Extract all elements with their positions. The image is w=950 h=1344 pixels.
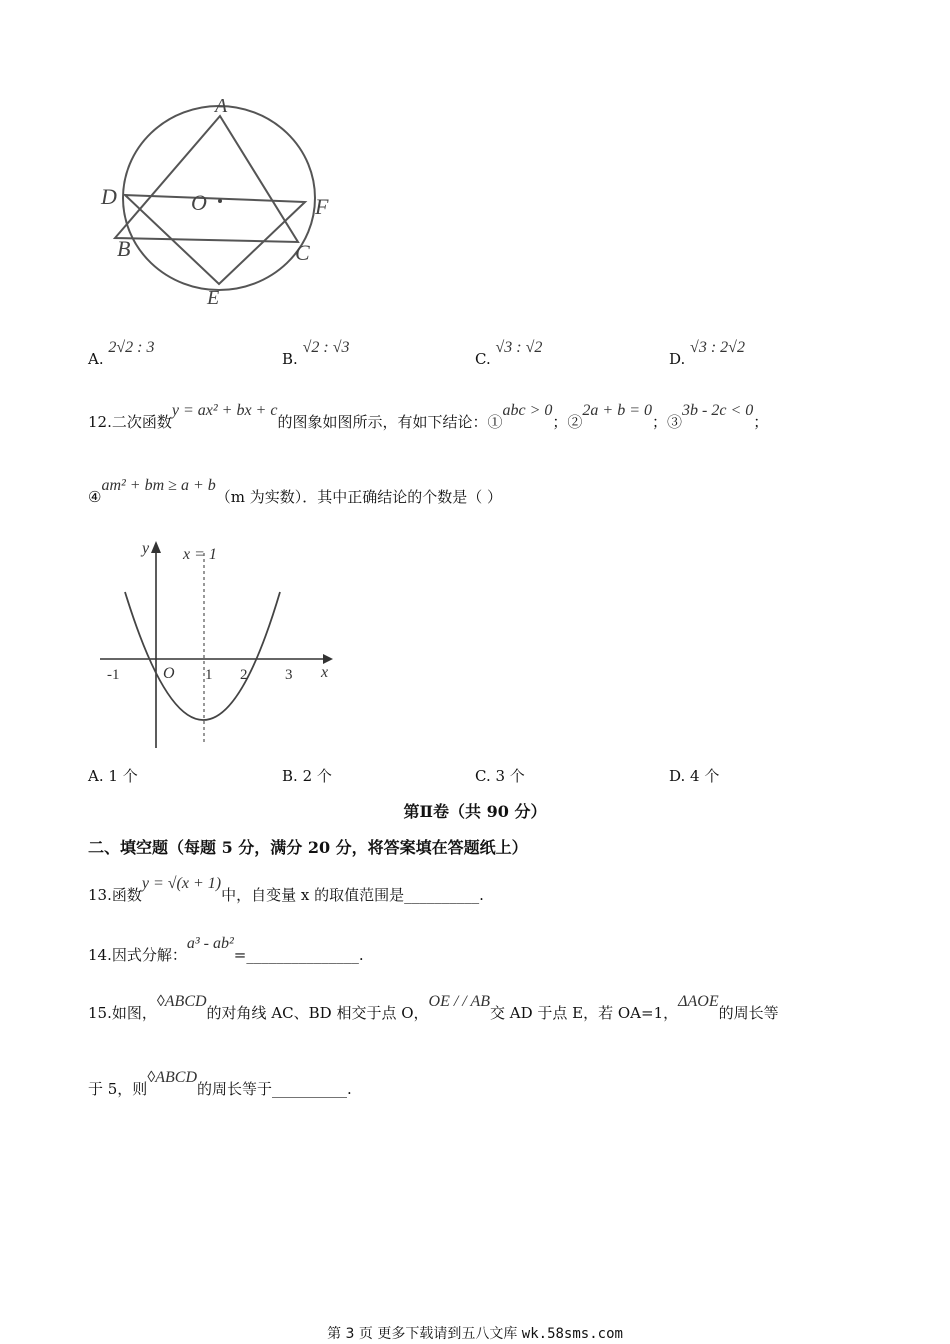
label-c: C: [295, 240, 310, 265]
q11-option-c: C. √3 : √2: [475, 339, 543, 368]
q12-line2: ④am² + bm ≥ a + b（m 为实数）．其中正确结论的个数是（ ）: [88, 477, 502, 506]
label-b: B: [117, 236, 131, 261]
part2-title: 第Ⅱ卷（共 90 分）: [403, 802, 547, 821]
q11-option-d-math: √3 : 2√2: [690, 339, 745, 356]
tick-3: 3: [285, 667, 293, 683]
label-f: F: [315, 194, 329, 219]
parabola-graph: [95, 535, 345, 755]
x-axis-arrow: [323, 654, 333, 664]
q14-math: a³ - ab²: [186, 935, 234, 952]
q15-line2: 于 5，则◊ABCD的周长等于__________.: [88, 1069, 352, 1098]
q13: 13.函数y = √(x + 1)中，自变量 x 的取值范围是__________.: [88, 875, 484, 904]
footer-text: 第 3 页 更多下载请到五八文库: [327, 1326, 518, 1342]
symmetry-label: x = 1: [183, 546, 217, 563]
q11-option-d: D. √3 : 2√2: [669, 339, 745, 368]
q11-option-c-math: √3 : √2: [495, 339, 543, 356]
circle-figure: [95, 90, 345, 320]
parabola-curve: [125, 592, 280, 720]
page-footer: [0, 1323, 950, 1343]
label-a: A: [215, 95, 228, 117]
label-e: E: [207, 287, 220, 309]
triangle-abc: [115, 116, 298, 242]
q12-option-a: A. 1 个: [88, 767, 138, 785]
center-dot: [218, 199, 222, 203]
label-o: O: [191, 190, 207, 215]
tick-2: 2: [240, 667, 248, 683]
section2-title: 二、填空题（每题 5 分，满分 20 分，将答案填在答题纸上）: [88, 838, 528, 857]
x-axis-label: x: [321, 664, 329, 681]
q11-option-a-math: 2√2 : 3: [108, 339, 155, 356]
tick-1: 1: [205, 667, 213, 683]
q12-option-c: C. 3 个: [475, 767, 525, 785]
y-axis-arrow: [151, 541, 161, 553]
q11-option-b: B. √2 : √3: [282, 339, 350, 368]
y-axis-label: y: [142, 540, 150, 557]
q11-option-a: A. 2√2 : 3: [88, 339, 155, 368]
q14: 14.因式分解：a³ - ab²=_______________.: [88, 935, 364, 964]
q12-line1: 12.二次函数y = ax² + bx + c的图象如图所示，有如下结论：①abc > 0；②2a + b = 0；③3b - 2c < 0；: [88, 402, 769, 431]
label-d: D: [101, 184, 117, 209]
q12-option-b: B. 2 个: [282, 767, 332, 785]
q15-line1: 15.如图，◊ABCD的对角线 AC、BD 相交于点 O，OE / / AB交 AD 于点 E，若 OA=1，ΔAOE的周长等: [88, 993, 779, 1022]
q11-option-b-math: √2 : √3: [302, 339, 350, 356]
footer-url[interactable]: wk.58sms.com: [521, 1326, 623, 1342]
origin-label: O: [163, 665, 175, 682]
q13-math: y = √(x + 1): [141, 875, 222, 892]
tick-minus-1: -1: [107, 667, 120, 683]
q12-option-d: D. 4 个: [669, 767, 720, 785]
